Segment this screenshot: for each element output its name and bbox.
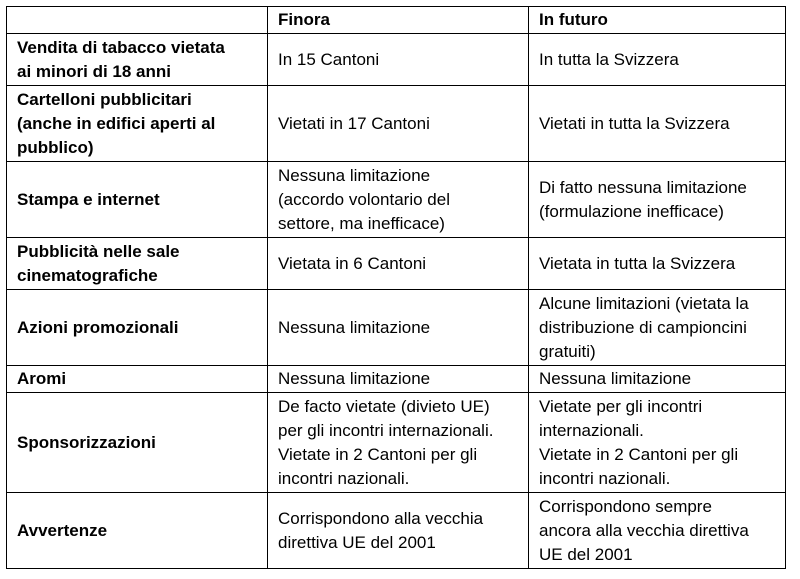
cell-finora: In 15 Cantoni	[268, 34, 529, 86]
cell-in-futuro: Corrispondono sempre ancora alla vecchia direttiva UE del 2001	[529, 493, 786, 569]
row-label: Avvertenze	[7, 493, 268, 569]
header-finora: Finora	[268, 7, 529, 34]
cell-finora: Vietati in 17 Cantoni	[268, 86, 529, 162]
cell-finora: Corrispondono alla vecchia direttiva UE del 2001	[268, 493, 529, 569]
cell-finora: Nessuna limitazione	[268, 290, 529, 366]
cell-finora: Nessuna limitazione	[268, 366, 529, 393]
row-label: Aromi	[7, 366, 268, 393]
row-label: Cartelloni pubblicitari (anche in edifici aperti al pubblico)	[7, 86, 268, 162]
cell-finora: De facto vietate (divieto UE) per gli incontri internazionali. Vietate in 2 Cantoni per gli incontri nazionali.	[268, 393, 529, 493]
row-label: Stampa e internet	[7, 162, 268, 238]
cell-finora: Nessuna limitazione (accordo volontario del settore, ma inefficace)	[268, 162, 529, 238]
row-label: Vendita di tabacco vietata ai minori di 18 anni	[7, 34, 268, 86]
cell-in-futuro: Vietata in tutta la Svizzera	[529, 238, 786, 290]
table-row	[7, 290, 786, 366]
table-row	[7, 493, 786, 569]
cell-in-futuro: Vietate per gli incontri internazionali. Vietate in 2 Cantoni per gli incontri nazionali.	[529, 393, 786, 493]
cell-in-futuro: Di fatto nessuna limitazione (formulazione inefficace)	[529, 162, 786, 238]
cell-in-futuro: Alcune limitazioni (vietata la distribuzione di campioncini gratuiti)	[529, 290, 786, 366]
table-row	[7, 366, 786, 393]
cell-in-futuro: Nessuna limitazione	[529, 366, 786, 393]
table-row	[7, 238, 786, 290]
header-in-futuro: In futuro	[529, 7, 786, 34]
cell-in-futuro: Vietati in tutta la Svizzera	[529, 86, 786, 162]
row-label: Pubblicità nelle sale cinematografiche	[7, 238, 268, 290]
header-empty-cell	[7, 7, 268, 34]
table-row	[7, 393, 786, 493]
header-row	[7, 7, 786, 34]
row-label: Sponsorizzazioni	[7, 393, 268, 493]
cell-in-futuro: In tutta la Svizzera	[529, 34, 786, 86]
cell-finora: Vietata in 6 Cantoni	[268, 238, 529, 290]
table-row	[7, 162, 786, 238]
row-label: Azioni promozionali	[7, 290, 268, 366]
table-row	[7, 34, 786, 86]
table-row	[7, 86, 786, 162]
comparison-table	[6, 6, 786, 569]
